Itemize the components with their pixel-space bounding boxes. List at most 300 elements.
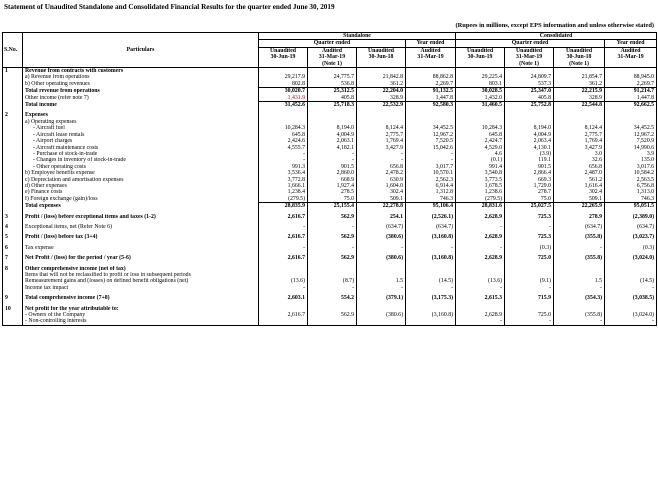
value-cell: 75.0 (308, 196, 357, 203)
value-cell: - (456, 318, 505, 325)
value-cell: 6,756.8 (605, 183, 657, 189)
value-cell (554, 68, 605, 75)
row-number: 3 (3, 214, 23, 220)
value-cell: 1,431.9 (259, 95, 308, 102)
value-cell: - (259, 285, 308, 291)
row-number: 7 (3, 255, 23, 261)
value-cell: (14.5) (406, 278, 456, 284)
value-cell: 4,182.1 (308, 145, 357, 151)
sno-header: S.No. (3, 33, 23, 68)
value-cell (308, 68, 357, 75)
value-cell: (634.7) (605, 224, 657, 230)
value-cell: 1,447.8 (406, 95, 456, 102)
row-number: 1 (3, 68, 23, 75)
value-cell: 361.2 (554, 81, 605, 88)
value-cell (406, 68, 456, 75)
value-cell: 3,540.8 (456, 170, 505, 176)
value-cell: 668.9 (308, 177, 357, 183)
value-cell: 14,990.6 (605, 145, 657, 151)
value-cell: 725.0 (505, 255, 554, 261)
column-header-line: 30-Jun-18 (566, 54, 592, 61)
value-cell: 10,584.2 (605, 170, 657, 176)
row-number (3, 318, 23, 325)
value-cell (605, 68, 657, 75)
value-cell (259, 318, 308, 325)
row-label: Net profit for the year attributable to: (23, 306, 259, 312)
value-cell: 95,106.4 (406, 203, 456, 210)
column-header (605, 47, 657, 67)
row-label: - Aircraft fuel (23, 125, 259, 131)
value-cell: 2,269.7 (605, 81, 657, 88)
value-cell: 22,278.8 (357, 203, 406, 210)
value-cell: 12,967.2 (605, 132, 657, 138)
value-cell: (355.8) (554, 312, 605, 318)
value-cell: 645.8 (456, 132, 505, 138)
row-number (3, 81, 23, 88)
value-cell: 6,914.4 (406, 183, 456, 189)
value-cell: 991.3 (259, 164, 308, 170)
value-cell (406, 318, 456, 325)
value-cell (505, 68, 554, 75)
value-cell: 1,447.8 (605, 95, 657, 102)
row-number: 10 (3, 306, 23, 312)
value-cell: - (605, 318, 657, 325)
row-label: Expenses (23, 112, 259, 118)
value-cell: - (308, 157, 357, 163)
column-header-line: 31-Mar-19 (617, 54, 644, 61)
row-label: Remeasurement gains and (losses) on defined benefit obligations (net) (23, 278, 259, 284)
row-label: b) Employee benefits expense (23, 170, 259, 176)
value-cell (357, 68, 406, 75)
value-cell: 302.4 (554, 189, 605, 195)
row-label: Other income (refer note 7) (23, 95, 259, 102)
value-cell: 2,615.3 (456, 295, 505, 301)
value-cell: 2,562.3 (406, 177, 456, 183)
value-cell: 2,628.9 (456, 312, 505, 318)
value-cell: 3,536.4 (259, 170, 308, 176)
row-label: Items that will not be reclassified to profit or loss in subsequent periods (23, 272, 259, 278)
column-header-line (358, 61, 404, 67)
table-row (3, 318, 657, 325)
value-cell: 8,124.4 (554, 125, 605, 131)
value-cell: 119.1 (505, 157, 554, 163)
value-cell: 1,432.0 (456, 95, 505, 102)
value-cell: 2,063.4 (505, 138, 554, 144)
value-cell: - (308, 285, 357, 291)
column-header (259, 47, 308, 67)
value-cell: 21,842.8 (357, 74, 406, 80)
value-cell: (9.1) (505, 278, 554, 284)
value-cell: (3,160.8) (406, 255, 456, 261)
value-cell: 803.1 (456, 81, 505, 88)
value-cell: 3,017.6 (605, 164, 657, 170)
value-cell: - (308, 224, 357, 230)
value-cell: - (308, 151, 357, 157)
row-label: - Airport charges (23, 138, 259, 144)
value-cell: 8,194.0 (505, 125, 554, 131)
row-label: a) Revenue from operations (23, 74, 259, 80)
standalone-quarter-ended-header: Quarter ended (259, 40, 406, 47)
value-cell: (3,023.7) (605, 234, 657, 240)
value-cell: (355.8) (554, 255, 605, 261)
column-header-line: 31-Mar-19 (318, 54, 346, 61)
value-cell: 10,570.1 (406, 170, 456, 176)
value-cell: 88,945.0 (605, 74, 657, 80)
value-cell: 30,020.7 (259, 88, 308, 95)
row-number (3, 95, 23, 102)
value-cell: 2,487.0 (554, 170, 605, 176)
column-header-line: (Note 1) (569, 60, 589, 67)
value-cell: (634.7) (406, 224, 456, 230)
table-row (3, 102, 657, 109)
value-cell: 135.0 (605, 157, 657, 163)
value-cell: 536.8 (308, 81, 357, 88)
value-cell: 554.2 (308, 295, 357, 301)
value-cell: 3,427.9 (357, 145, 406, 151)
row-number: 5 (3, 234, 23, 240)
value-cell: 656.8 (357, 164, 406, 170)
value-cell: 2,775.7 (357, 132, 406, 138)
value-cell (308, 318, 357, 325)
column-header-line: (Note 1) (322, 60, 342, 67)
value-cell: 4,004.9 (308, 132, 357, 138)
column-header-line (457, 61, 503, 67)
value-cell: 29,225.4 (456, 74, 505, 80)
value-cell: 328.9 (554, 95, 605, 102)
value-cell: (3,160.8) (406, 312, 456, 318)
value-cell: - (406, 151, 456, 157)
value-cell: 91,214.7 (605, 88, 657, 95)
value-cell: 31,460.5 (456, 102, 505, 109)
value-cell: 562.9 (308, 255, 357, 261)
value-cell: 1,678.5 (456, 183, 505, 189)
standalone-year-ended-header: Year ended (406, 40, 456, 47)
value-cell: 30,028.5 (456, 88, 505, 95)
value-cell: 278.5 (308, 189, 357, 195)
row-label: Total expenses (23, 203, 259, 210)
value-cell: 1,927.4 (308, 183, 357, 189)
value-cell: 3,427.9 (554, 145, 605, 151)
value-cell: 1.5 (554, 278, 605, 284)
row-label: a) Operating expenses (23, 119, 259, 125)
units-note: (Rupees in millions, except EPS information and unless otherwise stated) (455, 22, 654, 29)
value-cell: 24,775.7 (308, 74, 357, 80)
value-cell: 92,580.3 (406, 102, 456, 109)
column-header-line: 30-Jun-18 (368, 54, 394, 61)
value-cell (456, 68, 505, 75)
value-cell: 2,478.2 (357, 170, 406, 176)
value-cell: 254.1 (357, 214, 406, 220)
value-cell: 405.8 (308, 95, 357, 102)
value-cell: 15,042.6 (406, 145, 456, 151)
row-label: Profit / (loss) before tax (3+4) (23, 234, 259, 240)
value-cell: 25,312.5 (308, 88, 357, 95)
value-cell: - (505, 224, 554, 230)
column-header (456, 47, 505, 67)
value-cell: (3,024.0) (605, 255, 657, 261)
value-cell: 32.6 (554, 157, 605, 163)
value-cell: 2,424.7 (456, 138, 505, 144)
value-cell: (380.6) (357, 312, 406, 318)
column-header (357, 47, 406, 67)
value-cell: 4.6 (456, 151, 505, 157)
value-cell: (13.6) (456, 278, 505, 284)
row-number (3, 88, 23, 95)
value-cell: 901.5 (505, 164, 554, 170)
particulars-header: Particulars (23, 33, 259, 68)
value-cell: 2,866.4 (505, 170, 554, 176)
consolidated-header: Consolidated (456, 33, 657, 40)
value-cell: 88,862.8 (406, 74, 456, 80)
value-cell: 25,718.3 (308, 102, 357, 109)
value-cell: 34,452.5 (406, 125, 456, 131)
value-cell: (3,160.8) (406, 234, 456, 240)
row-label: c) Depreciation and amortisation expenses (23, 177, 259, 183)
column-header-line (407, 61, 454, 67)
value-cell: 22,215.9 (554, 88, 605, 95)
column-header-line: 30-Jun-19 (270, 54, 296, 61)
value-cell: 22,265.9 (554, 203, 605, 210)
column-header-line: Audited (620, 47, 641, 54)
value-cell: 537.3 (505, 81, 554, 88)
value-cell: 75.0 (505, 196, 554, 203)
consolidated-year-ended-header: Year ended (605, 40, 657, 47)
column-header-line: 31-Mar-19 (417, 54, 444, 61)
row-label: - Changes in inventory of stock-in-trade (23, 157, 259, 163)
value-cell: 656.8 (554, 164, 605, 170)
value-cell: 24,809.7 (505, 74, 554, 80)
value-cell: 3.9 (605, 151, 657, 157)
value-cell: - (259, 245, 308, 251)
row-number: 9 (3, 295, 23, 301)
column-header-line: Audited (420, 47, 441, 54)
value-cell: 1,666.1 (259, 183, 308, 189)
row-label: Income tax impact (23, 285, 259, 291)
row-label: Total revenue from operations (23, 88, 259, 95)
value-cell: (634.7) (554, 224, 605, 230)
value-cell: 22,544.8 (554, 102, 605, 109)
value-cell: 630.9 (357, 177, 406, 183)
row-label: e) Finance costs (23, 189, 259, 195)
value-cell: 561.2 (554, 177, 605, 183)
row-label: - Aircraft lease rentals (23, 132, 259, 138)
value-cell: 4,555.7 (259, 145, 308, 151)
value-cell: 991.4 (456, 164, 505, 170)
row-label: Exceptional items, net (Refer Note 6) (23, 224, 259, 230)
value-cell: (380.6) (357, 234, 406, 240)
value-cell: - (259, 157, 308, 163)
column-header-line: Unaudited (565, 47, 593, 54)
value-cell: 2,616.7 (259, 214, 308, 220)
row-label: Net Profit / (loss) for the period / year (5-6) (23, 255, 259, 261)
value-cell: 31,452.6 (259, 102, 308, 109)
value-cell: 2,603.1 (259, 295, 308, 301)
column-header-line: Audited (322, 47, 342, 54)
value-cell: (0.1) (456, 157, 505, 163)
value-cell: 725.3 (505, 234, 554, 240)
value-cell: 2,616.7 (259, 255, 308, 261)
value-cell: 3,773.5 (456, 177, 505, 183)
value-cell: (379.1) (357, 295, 406, 301)
value-cell: 28,831.6 (456, 203, 505, 210)
value-cell (357, 318, 406, 325)
value-cell: 1,769.4 (554, 138, 605, 144)
table-row (3, 196, 657, 203)
row-number: 4 (3, 224, 23, 230)
value-cell: 3.0 (554, 151, 605, 157)
value-cell: 715.9 (505, 295, 554, 301)
table-row (3, 81, 657, 88)
value-cell: 10,284.3 (259, 125, 308, 131)
row-label: Total comprehensive income (7+8) (23, 295, 259, 301)
value-cell: 34,452.5 (605, 125, 657, 131)
column-header (505, 47, 554, 67)
value-cell: (354.3) (554, 295, 605, 301)
row-label: Revenue from contracts with customers (23, 68, 259, 75)
value-cell: - (357, 245, 406, 251)
value-cell: - (406, 285, 456, 291)
column-header-line: Unaudited (269, 47, 297, 54)
value-cell (259, 68, 308, 75)
value-cell: 4,130.1 (505, 145, 554, 151)
value-cell: - (456, 224, 505, 230)
value-cell: 562.9 (308, 312, 357, 318)
row-number (3, 203, 23, 210)
value-cell: 2,628.9 (456, 234, 505, 240)
value-cell: - (357, 157, 406, 163)
value-cell: 746.3 (406, 196, 456, 203)
value-cell: 725.0 (505, 312, 554, 318)
standalone-header: Standalone (259, 33, 456, 40)
table-row (3, 203, 657, 210)
value-cell: 1,604.0 (357, 183, 406, 189)
value-cell: 1.5 (357, 278, 406, 284)
value-cell: 278.9 (554, 214, 605, 220)
value-cell: 2,063.1 (308, 138, 357, 144)
value-cell: - (554, 285, 605, 291)
column-header-line: Unaudited (367, 47, 395, 54)
value-cell: 2,860.0 (308, 170, 357, 176)
value-cell: 22,204.0 (357, 88, 406, 95)
value-cell: 25,155.4 (308, 203, 357, 210)
value-cell: 802.8 (259, 81, 308, 88)
row-label: Tax expense (23, 245, 259, 251)
row-number: 8 (3, 266, 23, 272)
value-cell: 725.3 (505, 214, 554, 220)
value-cell: 1,312.8 (406, 189, 456, 195)
value-cell: (0.3) (505, 245, 554, 251)
value-cell: 25,027.5 (505, 203, 554, 210)
row-label: - Purchase of stock-in-trade (23, 151, 259, 157)
value-cell: 562.9 (308, 214, 357, 220)
value-cell: 2,616.7 (259, 312, 308, 318)
value-cell: - (308, 245, 357, 251)
value-cell: 95,051.5 (605, 203, 657, 210)
value-cell: 302.4 (357, 189, 406, 195)
row-label: f) Foreign exchange (gain)/loss (23, 196, 259, 203)
row-label: Other comprehensive income (net of tax) (23, 266, 259, 272)
value-cell: (3,024.0) (605, 312, 657, 318)
value-cell: (14.5) (605, 278, 657, 284)
value-cell: 7,520.9 (605, 138, 657, 144)
value-cell: 1,238.4 (259, 189, 308, 195)
value-cell: - (554, 245, 605, 251)
value-cell: 361.2 (357, 81, 406, 88)
value-cell: 12,967.2 (406, 132, 456, 138)
financial-results-table (2, 32, 657, 326)
value-cell: 22,532.9 (357, 102, 406, 109)
value-cell: 1,769.4 (357, 138, 406, 144)
column-header-line: (Note 1) (519, 60, 539, 67)
column-header-line: 31-Mar-19 (515, 54, 543, 61)
row-label: Total income (23, 102, 259, 109)
value-cell: (8.7) (308, 278, 357, 284)
table-row (3, 95, 657, 102)
value-cell: 92,662.5 (605, 102, 657, 109)
value-cell: - (357, 151, 406, 157)
value-cell: 10,284.3 (456, 125, 505, 131)
value-cell: - (456, 285, 505, 291)
value-cell: 8,194.0 (308, 125, 357, 131)
value-cell: 1,313.0 (605, 189, 657, 195)
value-cell: - (259, 151, 308, 157)
row-label: Profit / (loss) before exceptional items and taxes (1-2) (23, 214, 259, 220)
value-cell: - (505, 318, 554, 325)
row-label: - Aircraft maintenance costs (23, 145, 259, 151)
row-number: 2 (3, 112, 23, 118)
value-cell: (355.8) (554, 234, 605, 240)
value-cell: - (259, 224, 308, 230)
value-cell: (0.3) (605, 245, 657, 251)
value-cell: 901.5 (308, 164, 357, 170)
value-cell: (2,526.1) (406, 214, 456, 220)
row-label: b) Other operating revenues (23, 81, 259, 88)
consolidated-quarter-ended-header: Quarter ended (456, 40, 605, 47)
value-cell: (2,389.0) (605, 214, 657, 220)
row-number: 6 (3, 245, 23, 251)
value-cell: 4,529.0 (456, 145, 505, 151)
value-cell: 1,238.6 (456, 189, 505, 195)
value-cell: 509.1 (554, 196, 605, 203)
value-cell: 278.7 (505, 189, 554, 195)
value-cell: 3,772.8 (259, 177, 308, 183)
value-cell: - (505, 285, 554, 291)
value-cell: 1,616.4 (554, 183, 605, 189)
value-cell: 2,269.7 (406, 81, 456, 88)
column-header-line: 30-Jun-19 (467, 54, 493, 61)
value-cell: 1,729.0 (505, 183, 554, 189)
column-header (554, 47, 605, 67)
value-cell: 7,520.5 (406, 138, 456, 144)
table-row (3, 68, 657, 75)
value-cell: (634.7) (357, 224, 406, 230)
value-cell: 562.9 (308, 234, 357, 240)
value-cell: 509.1 (357, 196, 406, 203)
value-cell: 405.8 (505, 95, 554, 102)
value-cell: (13.6) (259, 278, 308, 284)
statement-title: Statement of Unaudited Standalone and Consolidated Financial Results for the quarter ended June 30, 2019 (4, 3, 335, 11)
value-cell: (3,038.5) (605, 295, 657, 301)
value-cell: 21,854.7 (554, 74, 605, 80)
value-cell: - (357, 285, 406, 291)
row-number (3, 102, 23, 109)
value-cell: 25,347.0 (505, 88, 554, 95)
value-cell: - (605, 285, 657, 291)
column-header-line: Unaudited (466, 47, 494, 54)
value-cell: 669.3 (505, 177, 554, 183)
value-cell: (279.5) (456, 196, 505, 203)
table-row (3, 88, 657, 95)
